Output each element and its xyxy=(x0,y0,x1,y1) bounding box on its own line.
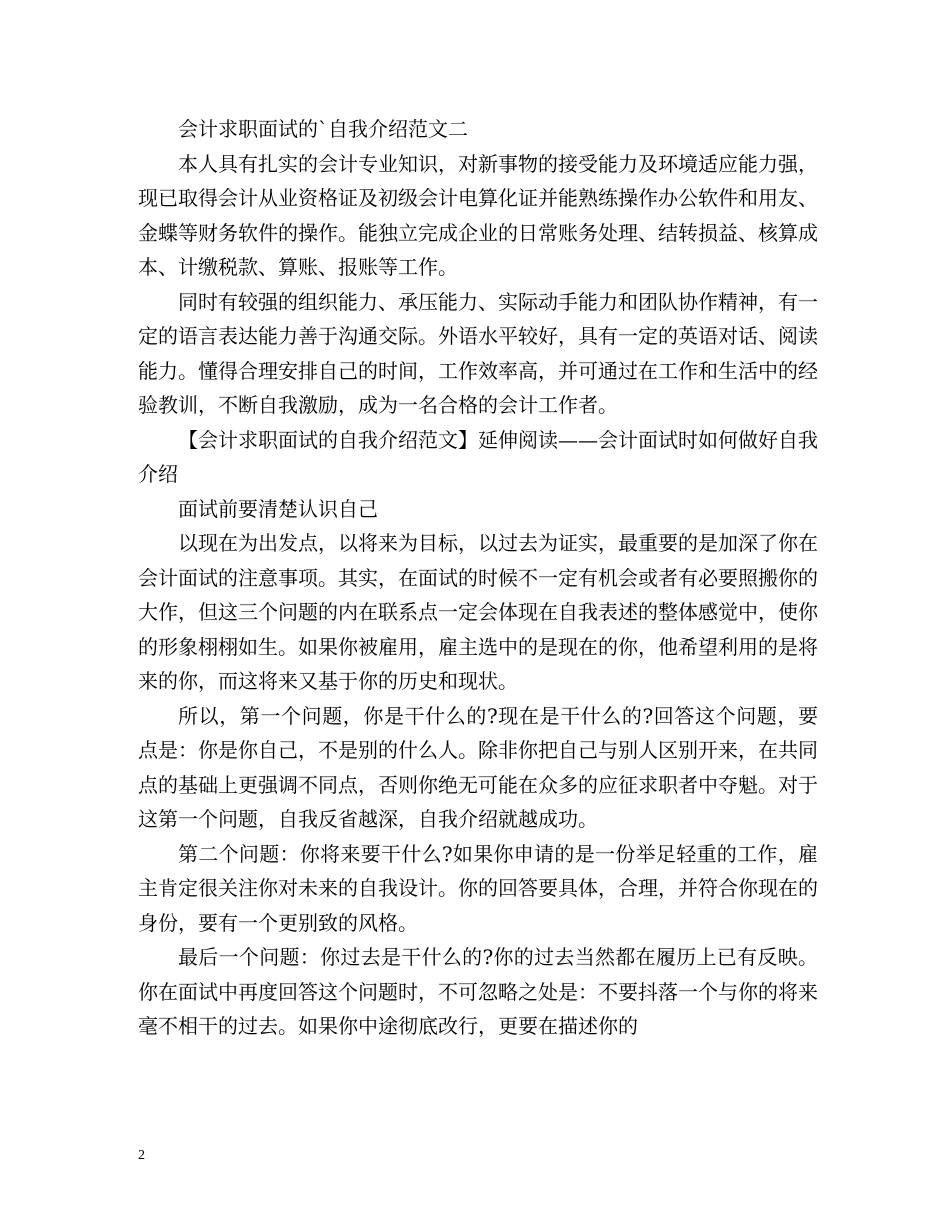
paragraph-present-future-past: 以现在为出发点，以将来为目标，以过去为证实，最重要的是加深了你在会计面试的注意事项。其实，在面试的时候不一定有机会或者有必要照搬你的大作，但这三个问题的内在联系点一定会体现在自我表述的整体感觉中，使你的形象栩栩如生。如果你被雇用，雇主选中的是现在的你，他希望利用的是将来的你，而这将来又基于你的历史和现状。 xyxy=(138,531,818,693)
document-body xyxy=(138,112,818,1044)
paragraph-question-three: 最后一个问题：你过去是干什么的?你的过去当然都在履历上已有反映。你在面试中再度回答这个问题时，不可忽略之处是：不要抖落一个与你的将来毫不相干的过去。如果你中途彻底改行，更要在描述你的 xyxy=(138,945,818,1038)
subheading-know-yourself: 面试前要清楚认识自己 xyxy=(178,496,378,521)
paragraph-skills: 本人具有扎实的会计专业知识，对新事物的接受能力及环境适应能力强，现已取得会计从业资格证及初级会计电算化证并能熟练操作办公软件和用友、金蝶等财务软件的操作。能独立完成企业的日常账务处理、结转损益、核算成本、计缴税款、算账、报账等工作。 xyxy=(138,151,818,279)
section-heading: 会计求职面试的`自我介绍范文二 xyxy=(178,117,468,141)
page-number: 2 xyxy=(138,1148,145,1163)
paragraph-abilities: 同时有较强的组织能力、承压能力、实际动手能力和团队协作精神，有一定的语言表达能力善于沟通交际。外语水平较好，具有一定的英语对话、阅读能力。懂得合理安排自己的时间，工作效率高，并可通过在工作和生活中的经验教训，不断自我激励，成为一名合格的会计工作者。 xyxy=(138,289,818,417)
paragraph-question-one: 所以，第一个问题，你是干什么的?现在是干什么的?回答这个问题，要点是：你是你自己，不是别的什么人。除非你把自己与别人区别开来，在共同点的基础上更强调不同点，否则你绝无可能在众多的应征求职者中夺魁。对于这第一个问题，自我反省越深，自我介绍就越成功。 xyxy=(138,703,818,831)
extended-reading-heading: 【会计求职面试的自我介绍范文】延伸阅读——会计面试时如何做好自我介绍 xyxy=(138,427,818,486)
paragraph-question-two: 第二个问题：你将来要干什么?如果你申请的是一份举足轻重的工作，雇主肯定很关注你对未来的自我设计。你的回答要具体，合理，并符合你现在的身份，要有一个更别致的风格。 xyxy=(138,841,818,935)
